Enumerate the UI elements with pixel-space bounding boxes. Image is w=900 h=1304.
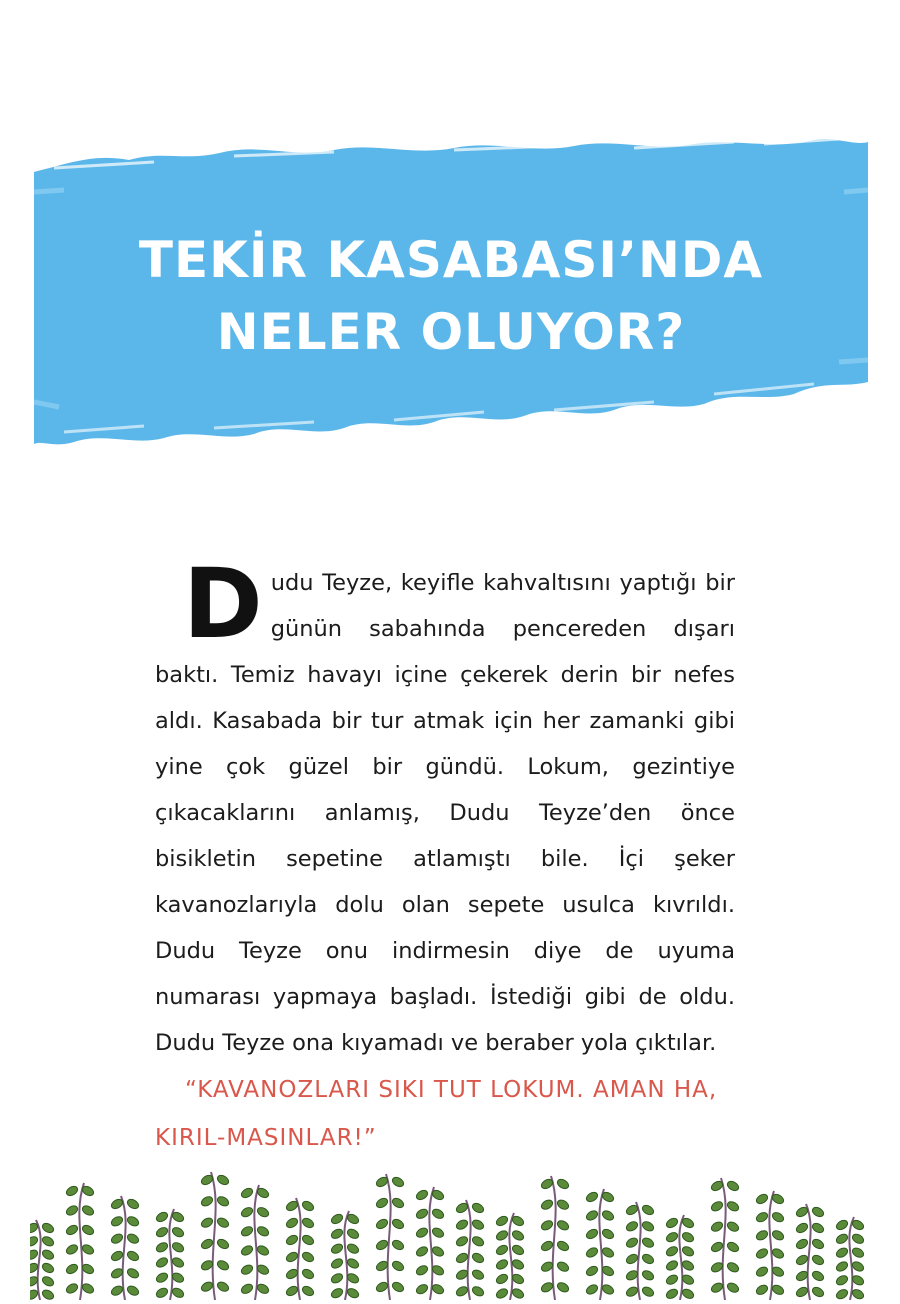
chapter-title-line-1: TEKİR KASABASI’NDA — [138, 231, 764, 289]
drop-cap: D — [183, 548, 263, 660]
leafy-vines-icon — [30, 1160, 870, 1300]
story-paragraph-text: udu Teyze, keyifle kahvaltısını yaptığı bir günün sabahında pencereden dışarı baktı. Temiz havayı içine çekerek derin bir nefes aldı. Kasabada bir tur atmak için her zamanki gibi yine çok güzel bir gündü. Lokum, gezintiye çıkacaklarını anlamış, Dudu Teyze’den önce bisikletin sepetine atlamıştı bile. İçi şeker kavanozlarıyla dolu olan sepete usulca kıvrıldı. Dudu Teyze onu indirmesin diye de uyuma numarası yapmaya başladı. İstediği gibi de oldu. Dudu Teyze ona kıyamadı ve beraber yola çıktılar. — [155, 570, 735, 1056]
title-banner — [34, 132, 868, 462]
chapter-title — [34, 224, 868, 368]
dialogue-quote: “KAVANOZLARI SIKI TUT LOKUM. AMAN HA, KIRIL-MASINLAR!” — [155, 1077, 718, 1151]
plant-border-illustration — [30, 1160, 870, 1300]
chapter-title-line-2: NELER OLUYOR? — [216, 303, 686, 361]
story-paragraph — [155, 548, 735, 1066]
